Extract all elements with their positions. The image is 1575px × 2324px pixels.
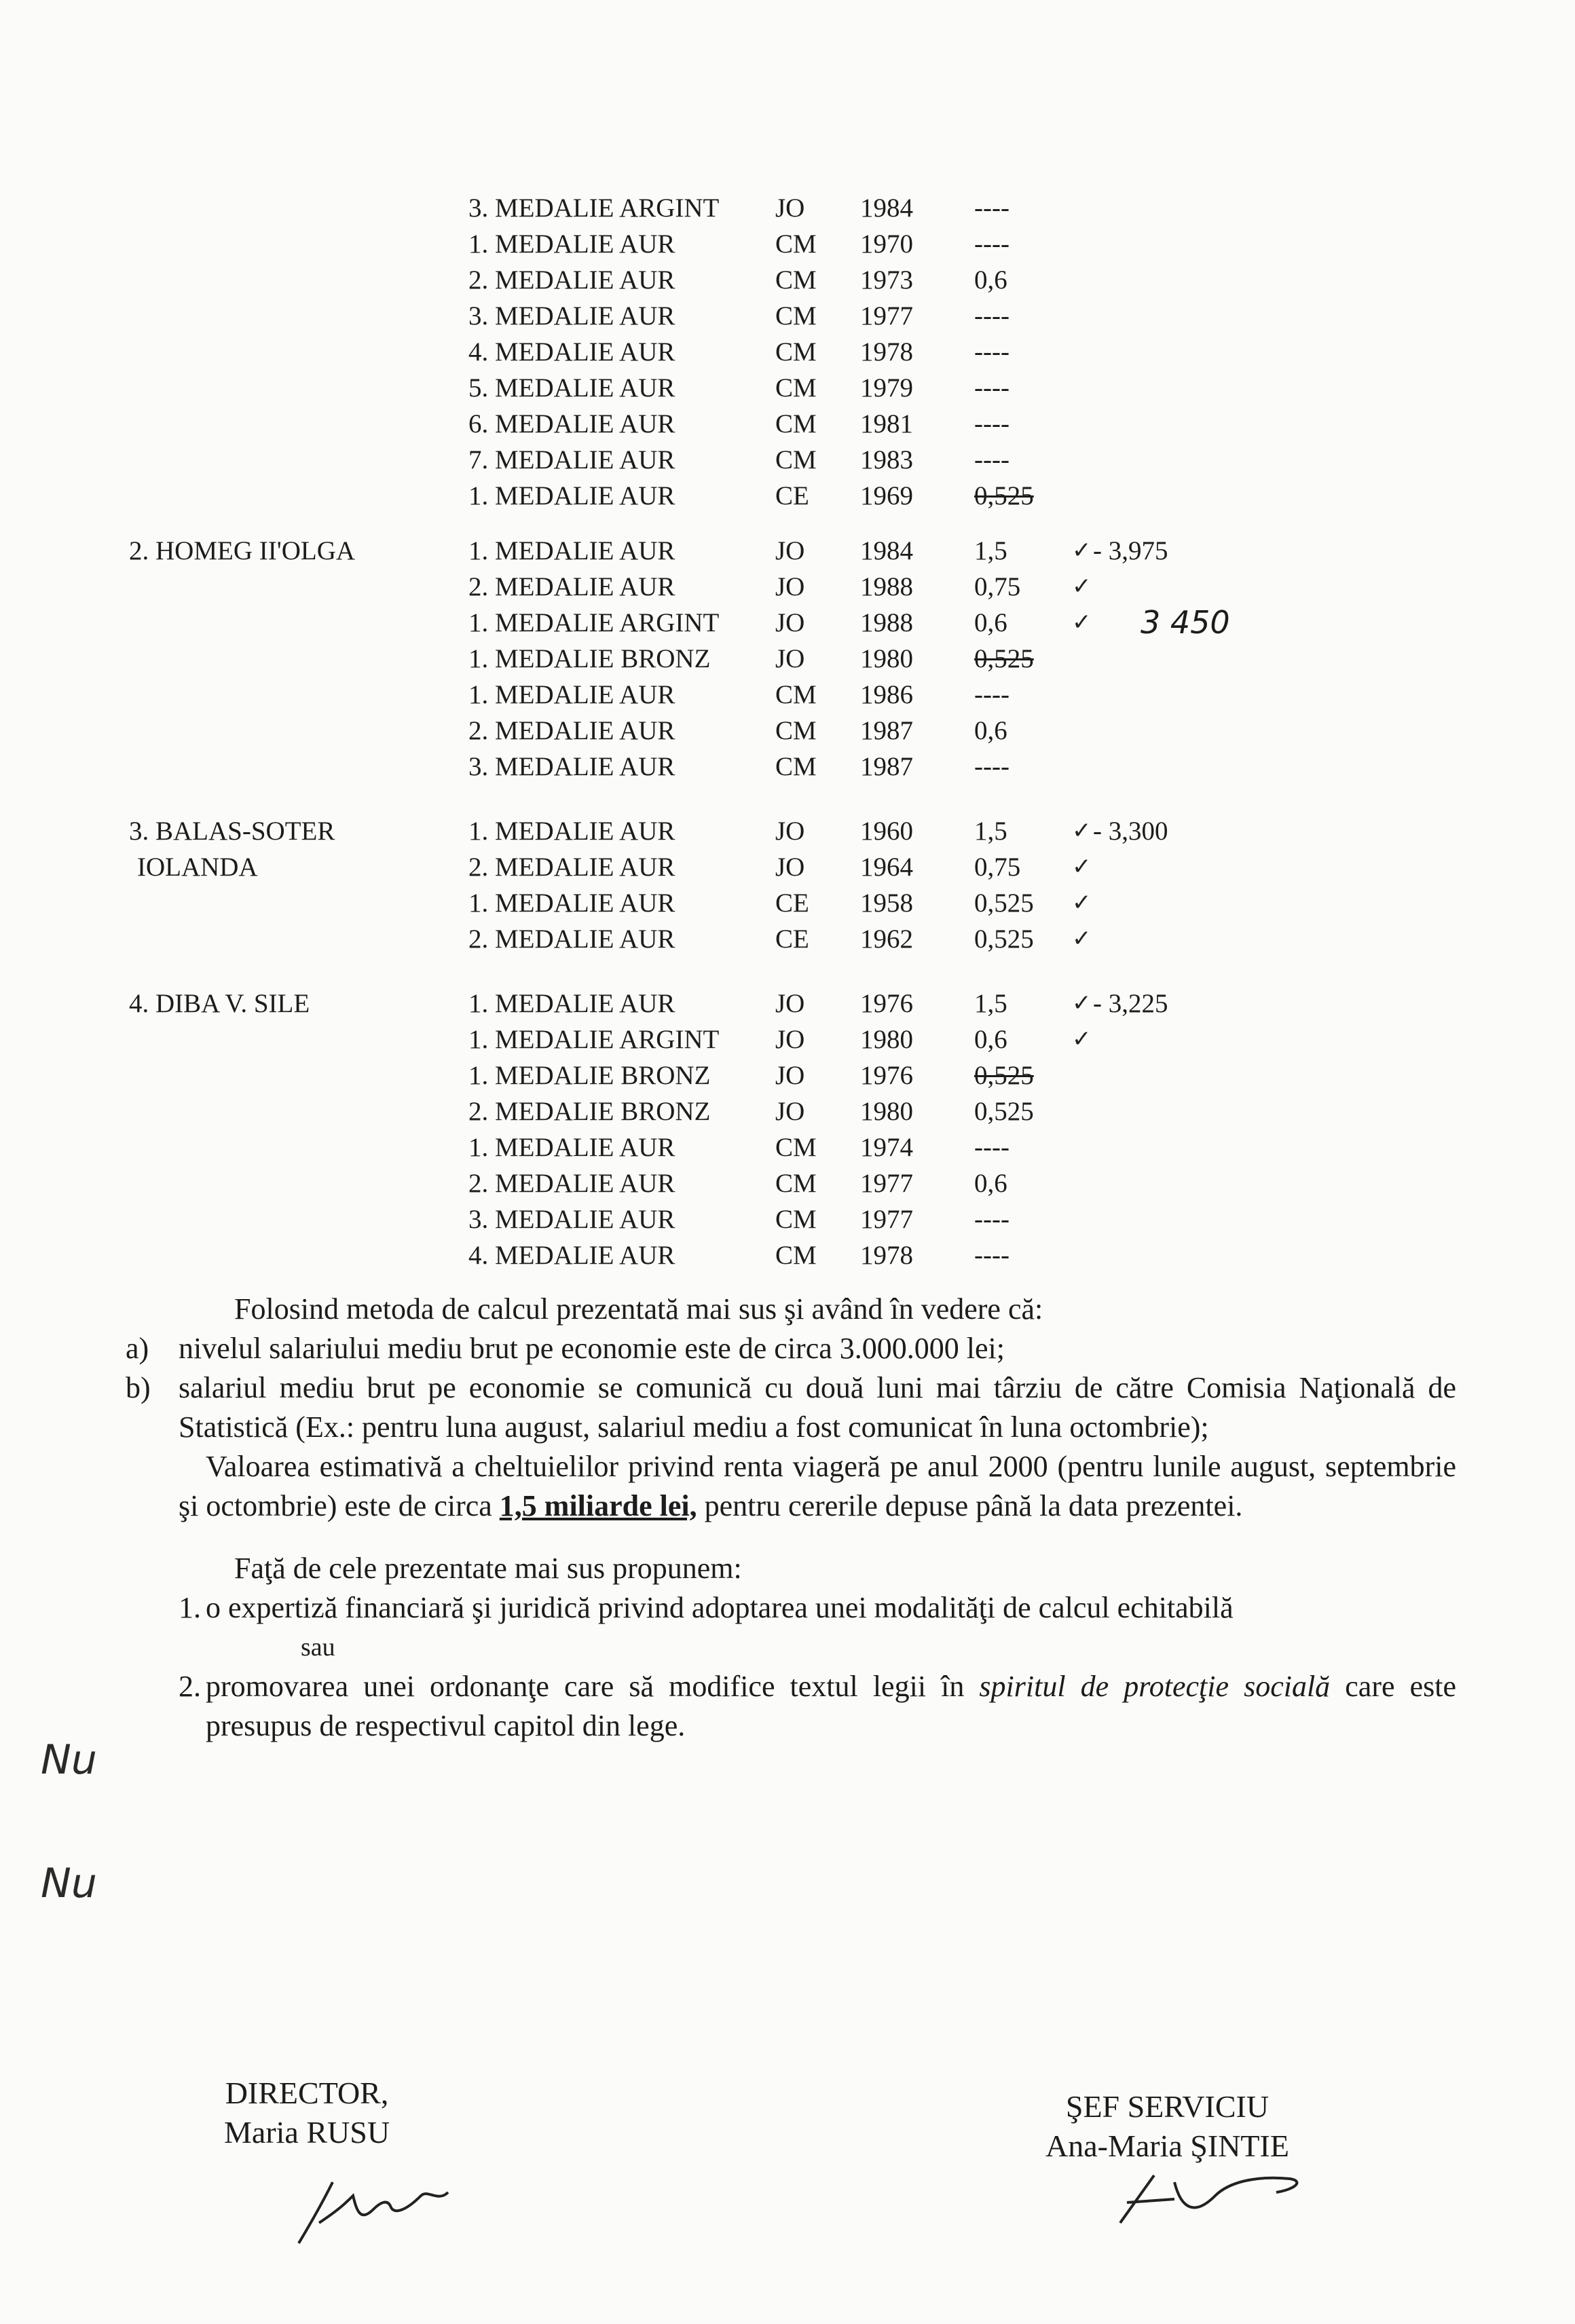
medal-cell: 1. MEDALIE AUR bbox=[468, 888, 675, 918]
medal-cell: 3. MEDALIE ARGINT bbox=[468, 193, 720, 223]
amount-cell: ---- bbox=[974, 1133, 1009, 1162]
amount-cell: 0,75 bbox=[974, 852, 1021, 882]
year-cell: 1970 bbox=[860, 229, 913, 259]
check-mark-icon: ✓ bbox=[1072, 990, 1092, 1017]
director-name: Maria RUSU bbox=[224, 2115, 390, 2150]
medal-cell: 1. MEDALIE AUR bbox=[468, 1133, 675, 1162]
amount-cell: 0,525 bbox=[974, 481, 1034, 510]
year-cell: 1976 bbox=[860, 1061, 913, 1090]
medal-cell: 1. MEDALIE AUR bbox=[468, 536, 675, 565]
table-row bbox=[129, 1201, 1453, 1237]
table-row bbox=[129, 1022, 1453, 1057]
table-row bbox=[129, 406, 1453, 442]
competition-cell: JO bbox=[775, 193, 805, 223]
medal-cell: 1. MEDALIE AUR bbox=[468, 817, 675, 846]
year-cell: 1964 bbox=[860, 852, 913, 882]
competition-cell: CM bbox=[775, 301, 817, 331]
table-row bbox=[129, 1093, 1453, 1129]
competition-cell: CM bbox=[775, 265, 817, 295]
table-row bbox=[129, 334, 1453, 370]
table-row bbox=[129, 849, 1453, 885]
medal-cell: 4. MEDALIE AUR bbox=[468, 337, 675, 367]
amount-cell: 0,6 bbox=[974, 608, 1007, 637]
table-row bbox=[129, 1237, 1453, 1273]
competition-cell: CM bbox=[775, 1241, 817, 1270]
year-cell: 1978 bbox=[860, 337, 913, 367]
table-row bbox=[129, 605, 1453, 641]
competition-cell: CM bbox=[775, 716, 817, 745]
year-cell: 1980 bbox=[860, 644, 913, 673]
table-row bbox=[129, 986, 1453, 1022]
proposal-2: 2. promovarea unei ordonanţe care să modifice textul legii în spiritul de protecţie socială care este presupus de respectivul capitol din lege. bbox=[179, 1670, 1456, 1742]
competition-cell: CM bbox=[775, 1169, 817, 1198]
document-body bbox=[126, 1290, 1456, 1746]
table-row bbox=[129, 1129, 1453, 1165]
athlete-name-line2: IOLANDA bbox=[137, 852, 258, 882]
year-cell: 1980 bbox=[860, 1025, 913, 1054]
amount-cell: 0,525 bbox=[974, 924, 1034, 954]
amount-cell: ---- bbox=[974, 752, 1009, 781]
year-cell: 1981 bbox=[860, 409, 913, 438]
medal-cell: 2. MEDALIE AUR bbox=[468, 924, 675, 954]
year-cell: 1988 bbox=[860, 572, 913, 601]
director-signature-block bbox=[224, 2074, 390, 2152]
amount-cell: ---- bbox=[974, 409, 1009, 438]
year-cell: 1984 bbox=[860, 536, 913, 565]
medal-cell: 1. MEDALIE BRONZ bbox=[468, 644, 711, 673]
year-cell: 1978 bbox=[860, 1241, 913, 1270]
year-cell: 1969 bbox=[860, 481, 913, 510]
amount-cell: 0,6 bbox=[974, 716, 1007, 745]
amount-cell: ---- bbox=[974, 373, 1009, 402]
amount-cell: ---- bbox=[974, 193, 1009, 223]
table-row bbox=[129, 921, 1453, 957]
competition-cell: CM bbox=[775, 373, 817, 402]
list-item-a: a) nivelul salariului mediu brut pe economie este de circa 3.000.000 lei; bbox=[126, 1332, 1005, 1365]
competition-cell: JO bbox=[775, 536, 805, 565]
amount-cell: 0,6 bbox=[974, 1025, 1007, 1054]
table-row bbox=[129, 262, 1453, 298]
competition-cell: CM bbox=[775, 409, 817, 438]
medal-cell: 2. MEDALIE AUR bbox=[468, 572, 675, 601]
competition-cell: CE bbox=[775, 924, 809, 954]
amount-cell: ---- bbox=[974, 680, 1009, 709]
year-cell: 1986 bbox=[860, 680, 913, 709]
amount-cell: ---- bbox=[974, 301, 1009, 331]
table-row bbox=[129, 885, 1453, 921]
check-mark-icon: ✓ bbox=[1072, 889, 1092, 916]
medal-cell: 1. MEDALIE ARGINT bbox=[468, 1025, 720, 1054]
medal-table bbox=[129, 190, 1453, 1302]
amount-cell: 0,75 bbox=[974, 572, 1021, 601]
medal-cell: 1. MEDALIE BRONZ bbox=[468, 1061, 711, 1090]
propose-paragraph: Faţă de cele prezentate mai sus propunem: bbox=[234, 1552, 742, 1585]
competition-cell: CM bbox=[775, 1205, 817, 1234]
competition-cell: CM bbox=[775, 337, 817, 367]
athlete-group bbox=[129, 986, 1453, 1273]
medal-cell: 3. MEDALIE AUR bbox=[468, 752, 675, 781]
table-row bbox=[129, 813, 1453, 849]
handwritten-total-note: 3 450 bbox=[1141, 604, 1230, 641]
year-cell: 1976 bbox=[860, 989, 913, 1018]
amount-cell: 1,5 bbox=[974, 817, 1007, 846]
table-row bbox=[129, 569, 1453, 605]
director-signature-icon bbox=[292, 2169, 462, 2257]
amount-cell: 0,525 bbox=[974, 1061, 1034, 1090]
check-mark-icon: ✓ bbox=[1072, 537, 1092, 564]
service-head-signature-block bbox=[1045, 2087, 1289, 2166]
medal-cell: 1. MEDALIE AUR bbox=[468, 229, 675, 259]
competition-cell: JO bbox=[775, 572, 805, 601]
medal-cell: 1. MEDALIE AUR bbox=[468, 989, 675, 1018]
table-row bbox=[129, 442, 1453, 478]
athlete-group bbox=[129, 190, 1453, 514]
check-mark-icon: ✓ bbox=[1072, 925, 1092, 952]
amount-cell: ---- bbox=[974, 1205, 1009, 1234]
check-mark-icon: ✓ bbox=[1072, 1026, 1092, 1053]
athlete-total: - 3,975 bbox=[1093, 536, 1168, 565]
competition-cell: JO bbox=[775, 817, 805, 846]
competition-cell: JO bbox=[775, 608, 805, 637]
competition-cell: CM bbox=[775, 229, 817, 259]
amount-cell: ---- bbox=[974, 337, 1009, 367]
year-cell: 1988 bbox=[860, 608, 913, 637]
check-mark-icon: ✓ bbox=[1072, 817, 1092, 844]
medal-cell: 2. MEDALIE AUR bbox=[468, 1169, 675, 1198]
service-head-signature-icon bbox=[1100, 2162, 1317, 2236]
value-paragraph: Valoarea estimativă a cheltuielilor privind renta viageră pe anul 2000 (pentru lunile august, septembrie şi octombrie) este de circa 1,5 miliarde lei, pentru cererile depuse până la data prezentei. bbox=[179, 1450, 1456, 1522]
service-head-name: Ana-Maria ŞINTIE bbox=[1045, 2129, 1289, 2163]
year-cell: 1983 bbox=[860, 445, 913, 474]
amount-cell: ---- bbox=[974, 445, 1009, 474]
competition-cell: CE bbox=[775, 481, 809, 510]
athlete-total: - 3,225 bbox=[1093, 989, 1168, 1018]
amount-cell: 0,525 bbox=[974, 888, 1034, 918]
year-cell: 1974 bbox=[860, 1133, 913, 1162]
medal-cell: 2. MEDALIE AUR bbox=[468, 852, 675, 882]
director-title: DIRECTOR, bbox=[225, 2076, 389, 2110]
athlete-group bbox=[129, 533, 1453, 785]
amount-cell: ---- bbox=[974, 1241, 1009, 1270]
amount-cell: 0,6 bbox=[974, 1169, 1007, 1198]
medal-cell: 1. MEDALIE ARGINT bbox=[468, 608, 720, 637]
year-cell: 1977 bbox=[860, 301, 913, 331]
amount-cell: 1,5 bbox=[974, 536, 1007, 565]
amount-cell: 0,525 bbox=[974, 644, 1034, 673]
medal-cell: 1. MEDALIE AUR bbox=[468, 680, 675, 709]
year-cell: 1987 bbox=[860, 752, 913, 781]
amount-cell: ---- bbox=[974, 229, 1009, 259]
amount-cell: 0,6 bbox=[974, 265, 1007, 295]
medal-cell: 3. MEDALIE AUR bbox=[468, 1205, 675, 1234]
or-word: sau bbox=[301, 1633, 335, 1662]
medal-cell: 2. MEDALIE AUR bbox=[468, 265, 675, 295]
amount-cell: 1,5 bbox=[974, 989, 1007, 1018]
intro-paragraph: Folosind metoda de calcul prezentată mai sus şi având în vedere că: bbox=[234, 1292, 1043, 1326]
year-cell: 1960 bbox=[860, 817, 913, 846]
table-row bbox=[129, 478, 1453, 514]
medal-cell: 4. MEDALIE AUR bbox=[468, 1241, 675, 1270]
table-row bbox=[129, 1057, 1453, 1093]
table-row bbox=[129, 749, 1453, 785]
athlete-name: 4. DIBA V. SILE bbox=[129, 989, 310, 1018]
competition-cell: CM bbox=[775, 1133, 817, 1162]
table-row bbox=[129, 533, 1453, 569]
year-cell: 1987 bbox=[860, 716, 913, 745]
competition-cell: JO bbox=[775, 1061, 805, 1090]
check-mark-icon: ✓ bbox=[1072, 609, 1092, 636]
margin-note-2: Nu bbox=[41, 1860, 97, 1907]
year-cell: 1980 bbox=[860, 1097, 913, 1126]
medal-cell: 1. MEDALIE AUR bbox=[468, 481, 675, 510]
check-mark-icon: ✓ bbox=[1072, 573, 1092, 600]
amount-cell: 0,525 bbox=[974, 1097, 1034, 1126]
medal-cell: 2. MEDALIE AUR bbox=[468, 716, 675, 745]
service-head-title: ŞEF SERVICIU bbox=[1065, 2089, 1270, 2124]
athlete-group bbox=[129, 813, 1453, 957]
athlete-total: - 3,300 bbox=[1093, 817, 1168, 846]
table-row bbox=[129, 641, 1453, 677]
competition-cell: CE bbox=[775, 888, 809, 918]
medal-cell: 2. MEDALIE BRONZ bbox=[468, 1097, 711, 1126]
year-cell: 1977 bbox=[860, 1205, 913, 1234]
athlete-name: 2. HOMEG II'OLGA bbox=[129, 536, 356, 565]
table-row bbox=[129, 677, 1453, 713]
year-cell: 1973 bbox=[860, 265, 913, 295]
year-cell: 1977 bbox=[860, 1169, 913, 1198]
competition-cell: JO bbox=[775, 1025, 805, 1054]
competition-cell: JO bbox=[775, 852, 805, 882]
medal-cell: 7. MEDALIE AUR bbox=[468, 445, 675, 474]
table-row bbox=[129, 1165, 1453, 1201]
table-row bbox=[129, 298, 1453, 334]
year-cell: 1984 bbox=[860, 193, 913, 223]
competition-cell: CM bbox=[775, 680, 817, 709]
table-row bbox=[129, 713, 1453, 749]
margin-note-1: Nu bbox=[41, 1736, 97, 1784]
athlete-name: 3. BALAS-SOTER bbox=[129, 817, 335, 846]
proposal-1: 1. o expertiză financiară şi juridică privind adoptarea unei modalităţi de calcul echitabilă bbox=[179, 1591, 1234, 1624]
year-cell: 1979 bbox=[860, 373, 913, 402]
table-row bbox=[129, 190, 1453, 226]
competition-cell: CM bbox=[775, 752, 817, 781]
check-mark-icon: ✓ bbox=[1072, 853, 1092, 880]
medal-cell: 5. MEDALIE AUR bbox=[468, 373, 675, 402]
medal-cell: 6. MEDALIE AUR bbox=[468, 409, 675, 438]
list-item-b: b) salariul mediu brut pe economie se comunică cu două luni mai târziu de către Comisia Naţională de Statistică (Ex.: pentru luna august, salariul mediu a fost comunicat în luna octombrie); bbox=[126, 1371, 1456, 1444]
table-row bbox=[129, 370, 1453, 406]
competition-cell: JO bbox=[775, 989, 805, 1018]
table-row bbox=[129, 226, 1453, 262]
competition-cell: JO bbox=[775, 1097, 805, 1126]
year-cell: 1962 bbox=[860, 924, 913, 954]
competition-cell: JO bbox=[775, 644, 805, 673]
competition-cell: CM bbox=[775, 445, 817, 474]
year-cell: 1958 bbox=[860, 888, 913, 918]
medal-cell: 3. MEDALIE AUR bbox=[468, 301, 675, 331]
